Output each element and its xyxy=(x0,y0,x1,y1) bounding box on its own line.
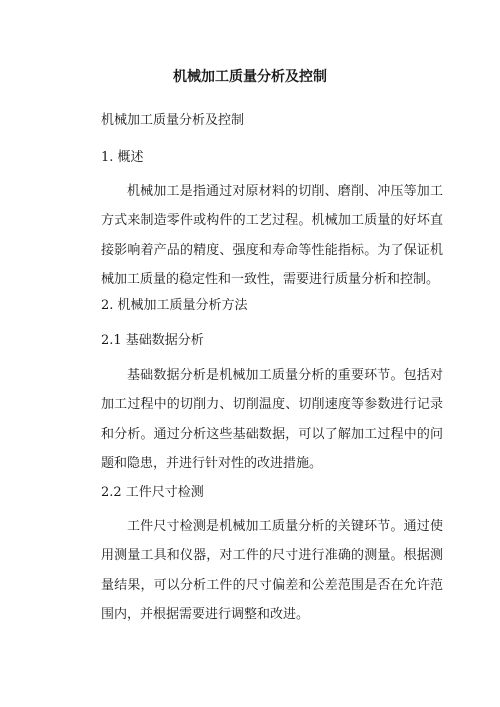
paragraph-overview: 机械加工是指通过对原材料的切削、磨削、冲压等加工方式来制造零件或构件的工艺过程。机械加工质量的好坏直接影响着产品的精度、强度和寿命等性能指标。为了保证机械加工质量的稳定性和一致性，需要进行质量分析和控制。 xyxy=(101,184,443,287)
document-title: 机械加工质量分析及控制 xyxy=(173,69,327,85)
section-heading-basic-data: 2.1 基础数据分析 xyxy=(101,333,204,348)
paragraph-basic-data: 基础数据分析是机械加工质量分析的重要环节。包括对加工过程中的切削力、切削温度、切削速度等参数进行记录和分析。通过分析这些基础数据，可以了解加工过程中的问题和隐患，并进行针对性的改进措施。 xyxy=(101,368,443,471)
section-heading-methods: 2. 机械加工质量分析方法 xyxy=(101,298,248,313)
section-heading-overview: 1. 概述 xyxy=(101,150,144,165)
section-heading-dimension-check: 2.2 工件尺寸检测 xyxy=(101,485,204,500)
document-subtitle: 机械加工质量分析及控制 xyxy=(101,113,245,128)
paragraph-dimension-check: 工件尺寸检测是机械加工质量分析的关键环节。通过使用测量工具和仪器，对工件的尺寸进行准确的测量。根据测量结果，可以分析工件的尺寸偏差和公差范围是否在允许范围内，并根据需要进行调整和改进。 xyxy=(101,519,443,622)
